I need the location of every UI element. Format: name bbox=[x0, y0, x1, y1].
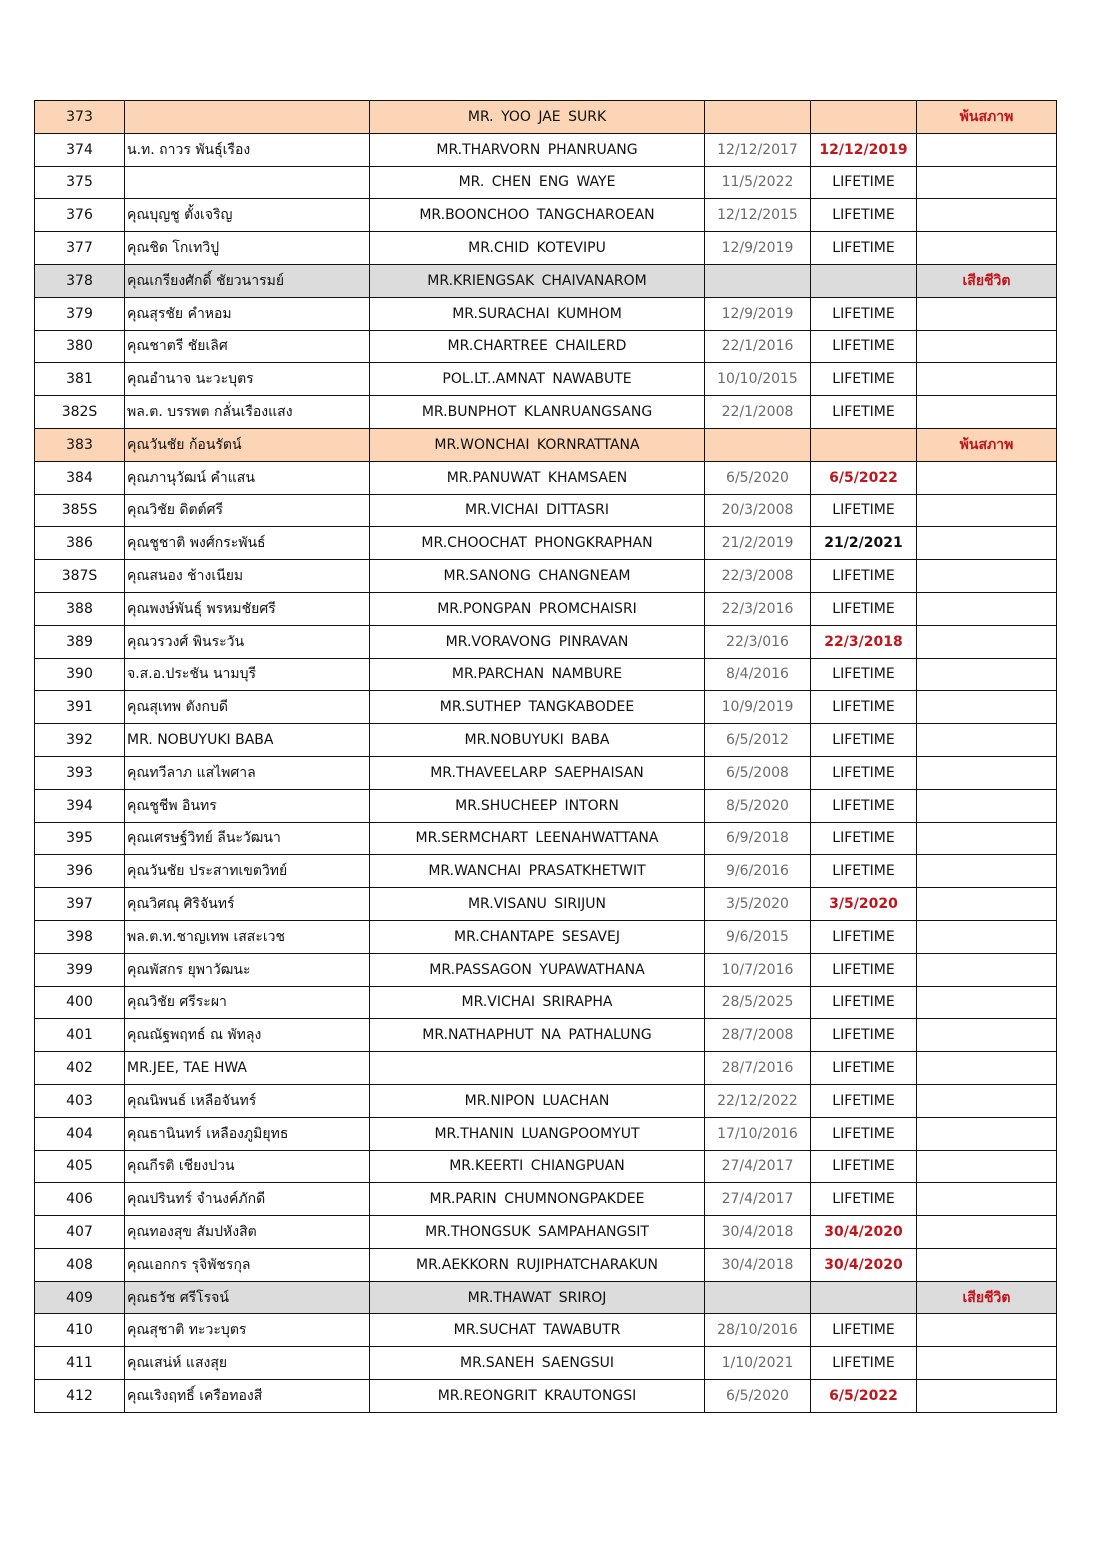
status-note: เสียชีวิต bbox=[917, 1281, 1057, 1314]
thai-name: คุณเกรียงศักดิ์ ชัยวนารมย์ bbox=[125, 264, 370, 297]
member-number: 406 bbox=[35, 1183, 125, 1216]
thai-name: น.ท. ถาวร พันธุ์เรือง bbox=[125, 133, 370, 166]
member-number: 380 bbox=[35, 330, 125, 363]
issue-date: 22/3/016 bbox=[705, 625, 811, 658]
issue-date: 22/1/2008 bbox=[705, 396, 811, 429]
english-name: MR.THAWAT SRIROJ bbox=[370, 1281, 705, 1314]
expiry-date: LIFETIME bbox=[811, 396, 917, 429]
status-note bbox=[917, 756, 1057, 789]
thai-name: พล.ต. บรรพต กลั่นเรืองแสง bbox=[125, 396, 370, 429]
table-row bbox=[35, 724, 1057, 757]
table-row bbox=[35, 264, 1057, 297]
expiry-date bbox=[811, 101, 917, 134]
thai-name: คุณเสน่ห์ แสงสุย bbox=[125, 1347, 370, 1380]
thai-name: คุณชาตรี ชัยเลิศ bbox=[125, 330, 370, 363]
member-number: 374 bbox=[35, 133, 125, 166]
member-number: 397 bbox=[35, 888, 125, 921]
issue-date: 30/4/2018 bbox=[705, 1248, 811, 1281]
thai-name: คุณชิด โกเทวิปู bbox=[125, 232, 370, 265]
status-note bbox=[917, 855, 1057, 888]
member-number: 395 bbox=[35, 822, 125, 855]
expiry-date: 21/2/2021 bbox=[811, 527, 917, 560]
issue-date: 6/9/2018 bbox=[705, 822, 811, 855]
table-row bbox=[35, 101, 1057, 134]
issue-date: 22/12/2022 bbox=[705, 1084, 811, 1117]
thai-name: คุณภานุวัฒน์ คำแสน bbox=[125, 461, 370, 494]
member-number: 388 bbox=[35, 592, 125, 625]
thai-name: คุณทวีลาภ แสไพศาล bbox=[125, 756, 370, 789]
issue-date: 3/5/2020 bbox=[705, 888, 811, 921]
issue-date: 30/4/2018 bbox=[705, 1216, 811, 1249]
expiry-date: LIFETIME bbox=[811, 330, 917, 363]
expiry-date: 6/5/2022 bbox=[811, 1380, 917, 1413]
english-name: MR.SUTHEP TANGKABODEE bbox=[370, 691, 705, 724]
member-table-body bbox=[35, 101, 1057, 1413]
expiry-date: LIFETIME bbox=[811, 232, 917, 265]
english-name: MR.WANCHAI PRASATKHETWIT bbox=[370, 855, 705, 888]
table-row bbox=[35, 527, 1057, 560]
expiry-date: LIFETIME bbox=[811, 756, 917, 789]
english-name: POL.LT..AMNAT NAWABUTE bbox=[370, 363, 705, 396]
expiry-date: LIFETIME bbox=[811, 560, 917, 593]
english-name: MR.THAVEELARP SAEPHAISAN bbox=[370, 756, 705, 789]
thai-name: คุณธานินทร์ เหลืองภูมิยุทธ bbox=[125, 1117, 370, 1150]
member-number: 394 bbox=[35, 789, 125, 822]
thai-name: คุณวิศณุ ศิริจันทร์ bbox=[125, 888, 370, 921]
table-row bbox=[35, 461, 1057, 494]
english-name: MR.WONCHAI KORNRATTANA bbox=[370, 428, 705, 461]
member-number: 382S bbox=[35, 396, 125, 429]
thai-name: คุณณัฐพฤทธ์ ณ พัทลุง bbox=[125, 1019, 370, 1052]
issue-date: 6/5/2008 bbox=[705, 756, 811, 789]
issue-date: 12/12/2015 bbox=[705, 199, 811, 232]
table-row bbox=[35, 232, 1057, 265]
issue-date bbox=[705, 264, 811, 297]
thai-name: คุณเศรษฐ์วิทย์ ลีนะวัฒนา bbox=[125, 822, 370, 855]
english-name: MR.CHID KOTEVIPU bbox=[370, 232, 705, 265]
status-note: เสียชีวิต bbox=[917, 264, 1057, 297]
thai-name: คุณบุญชู ตั้งเจริญ bbox=[125, 199, 370, 232]
issue-date: 28/7/2008 bbox=[705, 1019, 811, 1052]
member-number: 403 bbox=[35, 1084, 125, 1117]
thai-name bbox=[125, 101, 370, 134]
table-row bbox=[35, 1347, 1057, 1380]
member-number: 392 bbox=[35, 724, 125, 757]
member-table bbox=[34, 100, 1057, 1413]
member-number: 377 bbox=[35, 232, 125, 265]
thai-name: คุณเอกกร รุจิพัชรกุล bbox=[125, 1248, 370, 1281]
member-number: 400 bbox=[35, 986, 125, 1019]
thai-name: คุณสุชาติ ทะวะบุตร bbox=[125, 1314, 370, 1347]
table-row bbox=[35, 1117, 1057, 1150]
status-note bbox=[917, 363, 1057, 396]
table-row bbox=[35, 986, 1057, 1019]
status-note bbox=[917, 1117, 1057, 1150]
table-row bbox=[35, 1380, 1057, 1413]
issue-date: 28/5/2025 bbox=[705, 986, 811, 1019]
table-row bbox=[35, 1216, 1057, 1249]
english-name: MR.THANIN LUANGPOOMYUT bbox=[370, 1117, 705, 1150]
member-number: 412 bbox=[35, 1380, 125, 1413]
member-number: 373 bbox=[35, 101, 125, 134]
issue-date bbox=[705, 1281, 811, 1314]
thai-name: คุณปรินทร์ จำนงค์ภักดี bbox=[125, 1183, 370, 1216]
expiry-date: LIFETIME bbox=[811, 592, 917, 625]
table-row bbox=[35, 756, 1057, 789]
english-name: MR.VORAVONG PINRAVAN bbox=[370, 625, 705, 658]
expiry-date: LIFETIME bbox=[811, 1052, 917, 1085]
issue-date: 17/10/2016 bbox=[705, 1117, 811, 1150]
thai-name: คุณสุรชัย คำหอม bbox=[125, 297, 370, 330]
expiry-date: LIFETIME bbox=[811, 494, 917, 527]
thai-name: คุณชูชาติ พงศ์กระพันธ์ bbox=[125, 527, 370, 560]
english-name: MR.SERMCHART LEENAHWATTANA bbox=[370, 822, 705, 855]
member-number: 410 bbox=[35, 1314, 125, 1347]
expiry-date: LIFETIME bbox=[811, 658, 917, 691]
expiry-date: LIFETIME bbox=[811, 1347, 917, 1380]
issue-date: 28/10/2016 bbox=[705, 1314, 811, 1347]
table-row bbox=[35, 199, 1057, 232]
table-row bbox=[35, 1314, 1057, 1347]
status-note bbox=[917, 461, 1057, 494]
expiry-date: LIFETIME bbox=[811, 1150, 917, 1183]
english-name: MR.BOONCHOO TANGCHAROEAN bbox=[370, 199, 705, 232]
expiry-date: 30/4/2020 bbox=[811, 1248, 917, 1281]
member-number: 383 bbox=[35, 428, 125, 461]
status-note bbox=[917, 330, 1057, 363]
thai-name: คุณวิชัย ดิตต์ศรี bbox=[125, 494, 370, 527]
member-number: 401 bbox=[35, 1019, 125, 1052]
member-number: 407 bbox=[35, 1216, 125, 1249]
thai-name: คุณทองสุข สัมปหังสิต bbox=[125, 1216, 370, 1249]
member-number: 381 bbox=[35, 363, 125, 396]
issue-date: 9/6/2016 bbox=[705, 855, 811, 888]
thai-name: คุณวันชัย ก้อนรัตน์ bbox=[125, 428, 370, 461]
english-name: MR.PONGPAN PROMCHAISRI bbox=[370, 592, 705, 625]
table-row bbox=[35, 166, 1057, 199]
table-row bbox=[35, 625, 1057, 658]
table-row bbox=[35, 822, 1057, 855]
member-number: 385S bbox=[35, 494, 125, 527]
member-number: 396 bbox=[35, 855, 125, 888]
issue-date: 11/5/2022 bbox=[705, 166, 811, 199]
expiry-date: LIFETIME bbox=[811, 920, 917, 953]
table-row bbox=[35, 1281, 1057, 1314]
status-note bbox=[917, 1150, 1057, 1183]
status-note bbox=[917, 592, 1057, 625]
english-name: MR.THARVORN PHANRUANG bbox=[370, 133, 705, 166]
status-note bbox=[917, 986, 1057, 1019]
english-name: MR.CHARTREE CHAILERD bbox=[370, 330, 705, 363]
issue-date: 6/5/2020 bbox=[705, 461, 811, 494]
english-name: MR.PARCHAN NAMBURE bbox=[370, 658, 705, 691]
expiry-date: LIFETIME bbox=[811, 1183, 917, 1216]
table-row bbox=[35, 1150, 1057, 1183]
expiry-date: LIFETIME bbox=[811, 691, 917, 724]
issue-date: 10/7/2016 bbox=[705, 953, 811, 986]
english-name: MR.CHANTAPE SESAVEJ bbox=[370, 920, 705, 953]
english-name: MR.VISANU SIRIJUN bbox=[370, 888, 705, 921]
expiry-date: 12/12/2019 bbox=[811, 133, 917, 166]
english-name: MR.PANUWAT KHAMSAEN bbox=[370, 461, 705, 494]
thai-name: คุณพงษ์พันธุ์ พรหมชัยศรี bbox=[125, 592, 370, 625]
member-number: 375 bbox=[35, 166, 125, 199]
status-note bbox=[917, 232, 1057, 265]
status-note bbox=[917, 527, 1057, 560]
table-row bbox=[35, 920, 1057, 953]
english-name: MR.REONGRIT KRAUTONGSI bbox=[370, 1380, 705, 1413]
thai-name: คุณนิพนธ์ เหลือจันทร์ bbox=[125, 1084, 370, 1117]
expiry-date: LIFETIME bbox=[811, 166, 917, 199]
status-note bbox=[917, 199, 1057, 232]
issue-date: 8/4/2016 bbox=[705, 658, 811, 691]
english-name: MR.AEKKORN RUJIPHATCHARAKUN bbox=[370, 1248, 705, 1281]
thai-name: คุณเริงฤทธิ์ เครือทองสี bbox=[125, 1380, 370, 1413]
thai-name: MR. NOBUYUKI BABA bbox=[125, 724, 370, 757]
thai-name: คุณวิชัย ศรีระผา bbox=[125, 986, 370, 1019]
member-number: 393 bbox=[35, 756, 125, 789]
thai-name: คุณพัสกร ยุพาวัฒนะ bbox=[125, 953, 370, 986]
table-row bbox=[35, 1183, 1057, 1216]
english-name: MR.CHOOCHAT PHONGKRAPHAN bbox=[370, 527, 705, 560]
status-note bbox=[917, 297, 1057, 330]
issue-date: 6/5/2012 bbox=[705, 724, 811, 757]
issue-date: 9/6/2015 bbox=[705, 920, 811, 953]
english-name: MR.SUCHAT TAWABUTR bbox=[370, 1314, 705, 1347]
table-row bbox=[35, 789, 1057, 822]
expiry-date bbox=[811, 264, 917, 297]
thai-name: คุณอำนาจ นะวะบุตร bbox=[125, 363, 370, 396]
thai-name: MR.JEE, TAE HWA bbox=[125, 1052, 370, 1085]
issue-date: 27/4/2017 bbox=[705, 1150, 811, 1183]
expiry-date: 6/5/2022 bbox=[811, 461, 917, 494]
expiry-date: LIFETIME bbox=[811, 363, 917, 396]
issue-date: 12/12/2017 bbox=[705, 133, 811, 166]
issue-date: 22/3/2016 bbox=[705, 592, 811, 625]
table-row bbox=[35, 396, 1057, 429]
english-name: MR.THONGSUK SAMPAHANGSIT bbox=[370, 1216, 705, 1249]
english-name: MR.KRIENGSAK CHAIVANAROM bbox=[370, 264, 705, 297]
english-name: MR.VICHAI DITTASRI bbox=[370, 494, 705, 527]
issue-date: 12/9/2019 bbox=[705, 232, 811, 265]
table-row bbox=[35, 658, 1057, 691]
member-number: 390 bbox=[35, 658, 125, 691]
status-note bbox=[917, 560, 1057, 593]
expiry-date: LIFETIME bbox=[811, 1084, 917, 1117]
issue-date: 28/7/2016 bbox=[705, 1052, 811, 1085]
table-row bbox=[35, 1084, 1057, 1117]
expiry-date: 30/4/2020 bbox=[811, 1216, 917, 1249]
table-row bbox=[35, 691, 1057, 724]
thai-name: คุณสนอง ช้างเนียม bbox=[125, 560, 370, 593]
expiry-date bbox=[811, 428, 917, 461]
english-name: MR.SANEH SAENGSUI bbox=[370, 1347, 705, 1380]
member-number: 376 bbox=[35, 199, 125, 232]
status-note: พ้นสภาพ bbox=[917, 428, 1057, 461]
status-note bbox=[917, 1248, 1057, 1281]
expiry-date: LIFETIME bbox=[811, 297, 917, 330]
expiry-date: LIFETIME bbox=[811, 855, 917, 888]
issue-date: 12/9/2019 bbox=[705, 297, 811, 330]
status-note bbox=[917, 953, 1057, 986]
table-row bbox=[35, 1248, 1057, 1281]
status-note bbox=[917, 822, 1057, 855]
status-note bbox=[917, 1052, 1057, 1085]
thai-name: จ.ส.อ.ประชัน นามบุรี bbox=[125, 658, 370, 691]
issue-date bbox=[705, 428, 811, 461]
status-note bbox=[917, 1216, 1057, 1249]
expiry-date: LIFETIME bbox=[811, 1019, 917, 1052]
english-name: MR.SURACHAI KUMHOM bbox=[370, 297, 705, 330]
thai-name: คุณชูชีพ อินทร bbox=[125, 789, 370, 822]
status-note bbox=[917, 1019, 1057, 1052]
status-note: พ้นสภาพ bbox=[917, 101, 1057, 134]
table-row bbox=[35, 297, 1057, 330]
english-name: MR. YOO JAE SURK bbox=[370, 101, 705, 134]
issue-date: 27/4/2017 bbox=[705, 1183, 811, 1216]
status-note bbox=[917, 1380, 1057, 1413]
english-name: MR. CHEN ENG WAYE bbox=[370, 166, 705, 199]
thai-name: คุณวันชัย ประสาทเขตวิทย์ bbox=[125, 855, 370, 888]
english-name: MR.VICHAI SRIRAPHA bbox=[370, 986, 705, 1019]
issue-date: 22/3/2008 bbox=[705, 560, 811, 593]
thai-name: พล.ต.ท.ชาญเทพ เสสะเวช bbox=[125, 920, 370, 953]
member-number: 398 bbox=[35, 920, 125, 953]
english-name: MR.SHUCHEEP INTORN bbox=[370, 789, 705, 822]
english-name: MR.PARIN CHUMNONGPAKDEE bbox=[370, 1183, 705, 1216]
member-number: 404 bbox=[35, 1117, 125, 1150]
thai-name: คุณธวัช ศรีโรจน์ bbox=[125, 1281, 370, 1314]
issue-date: 22/1/2016 bbox=[705, 330, 811, 363]
status-note bbox=[917, 494, 1057, 527]
expiry-date: LIFETIME bbox=[811, 822, 917, 855]
english-name: MR.NIPON LUACHAN bbox=[370, 1084, 705, 1117]
table-row bbox=[35, 592, 1057, 625]
english-name: MR.KEERTI CHIANGPUAN bbox=[370, 1150, 705, 1183]
status-note bbox=[917, 691, 1057, 724]
status-note bbox=[917, 1084, 1057, 1117]
status-note bbox=[917, 1183, 1057, 1216]
expiry-date: LIFETIME bbox=[811, 199, 917, 232]
status-note bbox=[917, 724, 1057, 757]
status-note bbox=[917, 133, 1057, 166]
english-name: MR.SANONG CHANGNEAM bbox=[370, 560, 705, 593]
status-note bbox=[917, 625, 1057, 658]
english-name bbox=[370, 1052, 705, 1085]
thai-name bbox=[125, 166, 370, 199]
status-note bbox=[917, 166, 1057, 199]
issue-date: 21/2/2019 bbox=[705, 527, 811, 560]
table-row bbox=[35, 363, 1057, 396]
english-name: MR.NATHAPHUT NA PATHALUNG bbox=[370, 1019, 705, 1052]
expiry-date: LIFETIME bbox=[811, 1117, 917, 1150]
status-note bbox=[917, 1314, 1057, 1347]
member-number: 408 bbox=[35, 1248, 125, 1281]
english-name: MR.BUNPHOT KLANRUANGSANG bbox=[370, 396, 705, 429]
status-note bbox=[917, 920, 1057, 953]
issue-date: 6/5/2020 bbox=[705, 1380, 811, 1413]
english-name: MR.PASSAGON YUPAWATHANA bbox=[370, 953, 705, 986]
issue-date: 10/10/2015 bbox=[705, 363, 811, 396]
member-number: 391 bbox=[35, 691, 125, 724]
member-number: 402 bbox=[35, 1052, 125, 1085]
issue-date: 20/3/2008 bbox=[705, 494, 811, 527]
table-row bbox=[35, 428, 1057, 461]
thai-name: คุณวรวงศ์ พินระวัน bbox=[125, 625, 370, 658]
expiry-date: 3/5/2020 bbox=[811, 888, 917, 921]
status-note bbox=[917, 396, 1057, 429]
status-note bbox=[917, 658, 1057, 691]
status-note bbox=[917, 1347, 1057, 1380]
thai-name: คุณสุเทพ ตังกบดี bbox=[125, 691, 370, 724]
member-number: 387S bbox=[35, 560, 125, 593]
member-number: 399 bbox=[35, 953, 125, 986]
status-note bbox=[917, 789, 1057, 822]
member-number: 411 bbox=[35, 1347, 125, 1380]
thai-name: คุณกีรติ เชียงปวน bbox=[125, 1150, 370, 1183]
issue-date bbox=[705, 101, 811, 134]
table-row bbox=[35, 494, 1057, 527]
english-name: MR.NOBUYUKI BABA bbox=[370, 724, 705, 757]
table-row bbox=[35, 888, 1057, 921]
table-row bbox=[35, 953, 1057, 986]
expiry-date: 22/3/2018 bbox=[811, 625, 917, 658]
expiry-date: LIFETIME bbox=[811, 789, 917, 822]
table-row bbox=[35, 560, 1057, 593]
member-number: 409 bbox=[35, 1281, 125, 1314]
issue-date: 10/9/2019 bbox=[705, 691, 811, 724]
status-note bbox=[917, 888, 1057, 921]
member-number: 379 bbox=[35, 297, 125, 330]
issue-date: 1/10/2021 bbox=[705, 1347, 811, 1380]
member-number: 405 bbox=[35, 1150, 125, 1183]
table-row bbox=[35, 855, 1057, 888]
expiry-date bbox=[811, 1281, 917, 1314]
member-number: 384 bbox=[35, 461, 125, 494]
table-row bbox=[35, 133, 1057, 166]
member-number: 378 bbox=[35, 264, 125, 297]
issue-date: 8/5/2020 bbox=[705, 789, 811, 822]
table-row bbox=[35, 1019, 1057, 1052]
expiry-date: LIFETIME bbox=[811, 1314, 917, 1347]
table-row bbox=[35, 1052, 1057, 1085]
expiry-date: LIFETIME bbox=[811, 724, 917, 757]
table-row bbox=[35, 330, 1057, 363]
expiry-date: LIFETIME bbox=[811, 953, 917, 986]
expiry-date: LIFETIME bbox=[811, 986, 917, 1019]
member-number: 389 bbox=[35, 625, 125, 658]
member-number: 386 bbox=[35, 527, 125, 560]
